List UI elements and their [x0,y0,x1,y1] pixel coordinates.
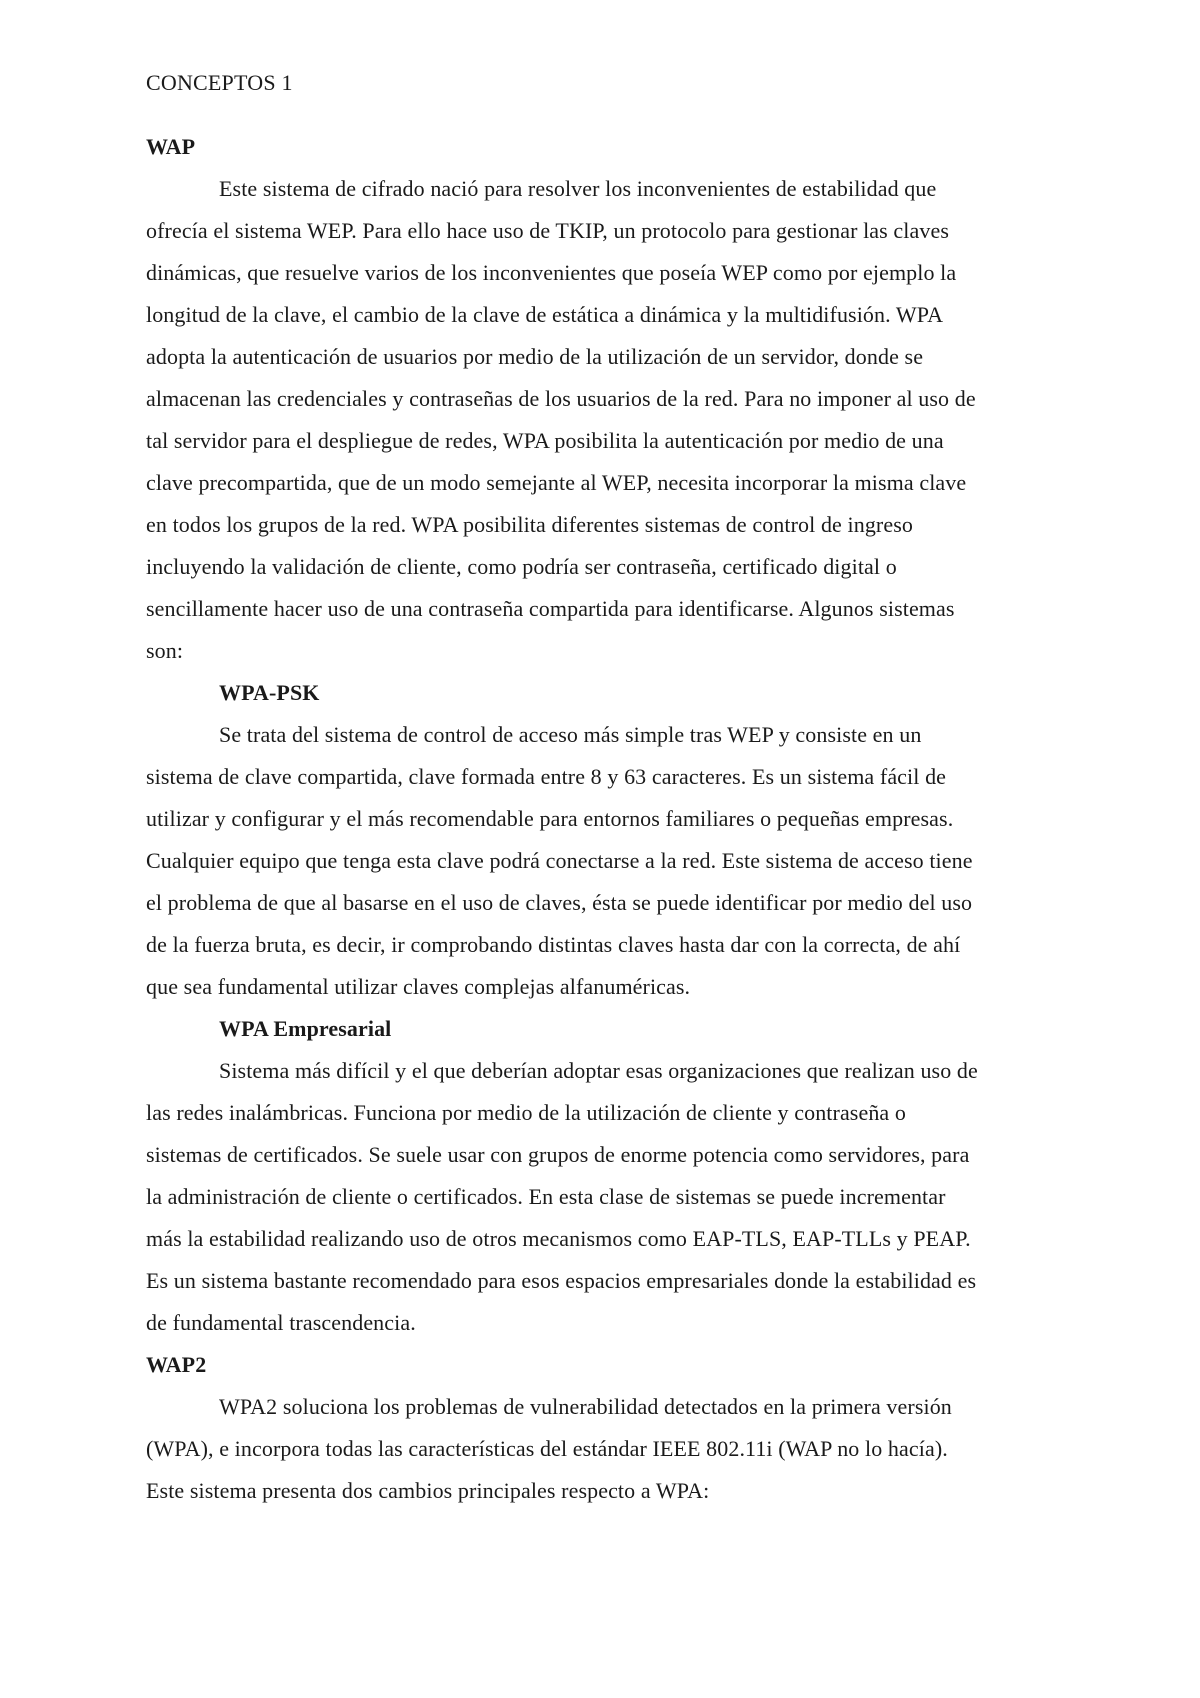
paragraph-line: Se trata del sistema de control de acceso más simple tras WEP y consiste en un [219,722,922,747]
paragraph-line: las redes inalámbricas. Funciona por medio de la utilización de cliente y contraseña o [146,1100,906,1125]
document-title: CONCEPTOS 1 [146,70,293,95]
section-heading: WPA Empresarial [219,1016,392,1041]
paragraph-line: sistemas de certificados. Se suele usar con grupos de enorme potencia como servidores, para [146,1142,970,1167]
paragraph-line: que sea fundamental utilizar claves complejas alfanuméricas. [146,974,691,999]
document-body [146,126,1066,1512]
section-heading: WAP [146,134,196,159]
paragraph-line: más la estabilidad realizando uso de otros mecanismos como EAP-TLS, EAP-TLLs y PEAP. [146,1226,971,1251]
paragraph-line: la administración de cliente o certificados. En esta clase de sistemas se puede incrementar [146,1184,946,1209]
paragraph-line: WPA2 soluciona los problemas de vulnerabilidad detectados en la primera versión [219,1394,952,1419]
paragraph-line: longitud de la clave, el cambio de la clave de estática a dinámica y la multidifusión. WPA [146,302,944,327]
paragraph-line: (WPA), e incorpora todas las características del estándar IEEE 802.11i (WAP no lo hacía). [146,1436,948,1461]
paragraph [146,1050,1066,1344]
paragraph-line: almacenan las credenciales y contraseñas de los usuarios de la red. Para no imponer al uso de [146,386,976,411]
section-1 [146,672,1066,1008]
paragraph [146,714,1066,1008]
section-3 [146,1344,1066,1512]
paragraph [146,168,1066,672]
paragraph-line: Sistema más difícil y el que deberían adoptar esas organizaciones que realizan uso de [219,1058,978,1083]
paragraph-line: dinámicas, que resuelve varios de los inconvenientes que poseía WEP como por ejemplo la [146,260,957,285]
paragraph-line: ofrecía el sistema WEP. Para ello hace uso de TKIP, un protocolo para gestionar las claves [146,218,949,243]
paragraph-line: sistema de clave compartida, clave formada entre 8 y 63 caracteres. Es un sistema fácil de [146,764,947,789]
paragraph-line: el problema de que al basarse en el uso de claves, ésta se puede identificar por medio del uso [146,890,973,915]
paragraph-line: sencillamente hacer uso de una contraseña compartida para identificarse. Algunos sistemas [146,596,955,621]
section-heading: WPA-PSK [219,680,320,705]
paragraph-line: en todos los grupos de la red. WPA posibilita diferentes sistemas de control de ingreso [146,512,913,537]
paragraph-line: incluyendo la validación de cliente, como podría ser contraseña, certificado digital o [146,554,897,579]
paragraph-line: clave precompartida, que de un modo semejante al WEP, necesita incorporar la misma clave [146,470,967,495]
paragraph-line: utilizar y configurar y el más recomendable para entornos familiares o pequeñas empresas. [146,806,954,831]
section-heading: WAP2 [146,1352,207,1377]
paragraph-line: Cualquier equipo que tenga esta clave podrá conectarse a la red. Este sistema de acceso tiene [146,848,973,873]
paragraph-line: de la fuerza bruta, es decir, ir comprobando distintas claves hasta dar con la correcta, de ahí [146,932,961,957]
section-0 [146,126,1066,672]
document-page [146,62,1066,1512]
paragraph-line: Este sistema presenta dos cambios principales respecto a WPA: [146,1478,710,1503]
paragraph-line: adopta la autenticación de usuarios por medio de la utilización de un servidor, donde se [146,344,924,369]
section-2 [146,1008,1066,1344]
paragraph-line: son: [146,638,184,663]
paragraph-line: Es un sistema bastante recomendado para esos espacios empresariales donde la estabilidad es [146,1268,977,1293]
paragraph-line: Este sistema de cifrado nació para resolver los inconvenientes de estabilidad que [219,176,937,201]
paragraph-line: tal servidor para el despliegue de redes, WPA posibilita la autenticación por medio de una [146,428,944,453]
paragraph [146,1386,1066,1512]
paragraph-line: de fundamental trascendencia. [146,1310,416,1335]
